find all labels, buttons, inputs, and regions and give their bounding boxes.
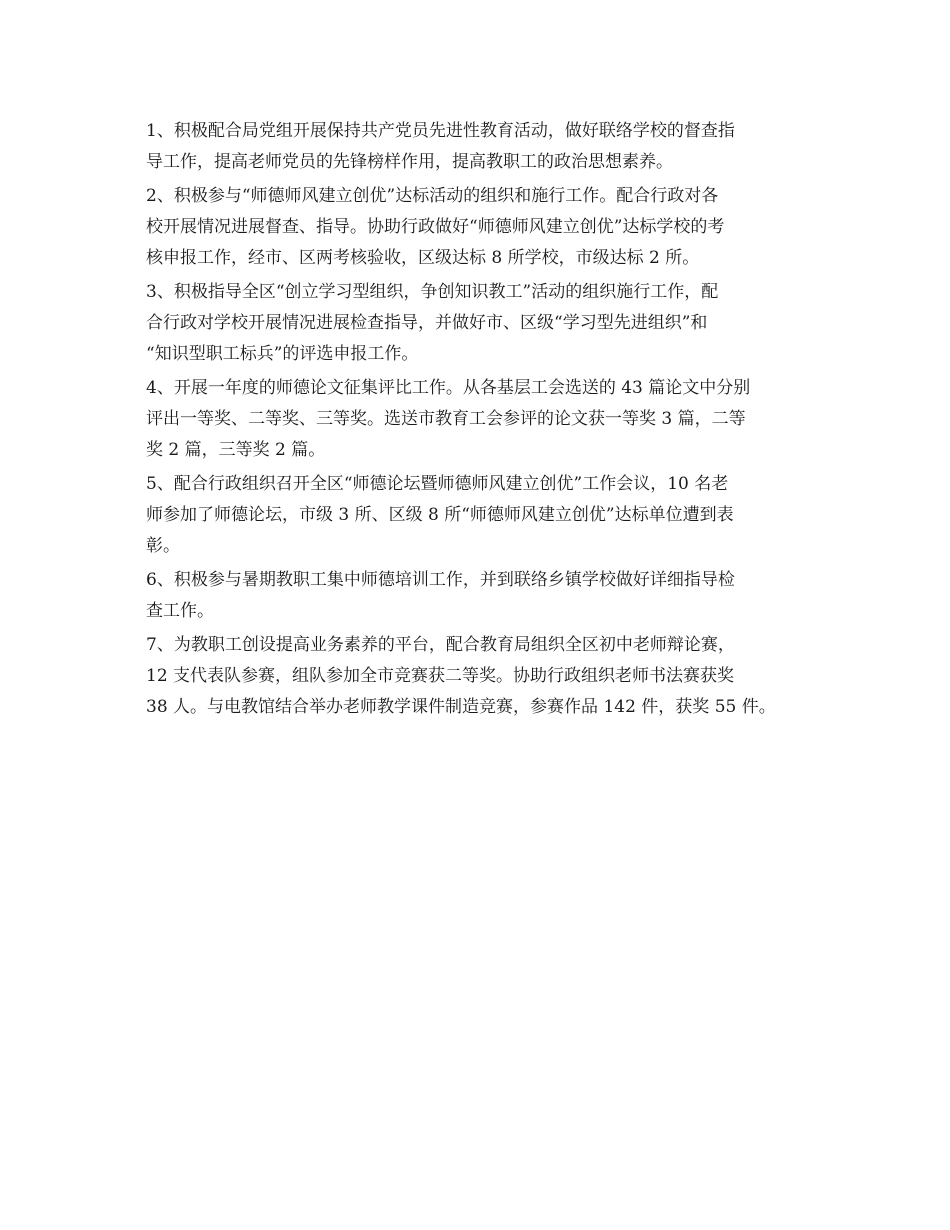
paragraph-line: 彰。 bbox=[146, 536, 180, 556]
paragraph-line: “知识型职工标兵”的评选申报工作。 bbox=[146, 344, 419, 364]
paragraph-6 bbox=[146, 565, 806, 627]
paragraph-line: 38 人。与电教馆结合举办老师教学课件制造竞赛，参赛作品 142 件，获奖 55 件。 bbox=[146, 697, 776, 717]
paragraph-line: 5、配合行政组织召开全区“师德论坛暨师德师风建立创优”工作会议，10 名老 bbox=[146, 474, 729, 494]
paragraph-line: 师参加了师德论坛，市级 3 所、区级 8 所“师德师风建立创优”达标单位遭到表 bbox=[146, 505, 734, 525]
document-body bbox=[146, 116, 806, 726]
paragraph-line: 查工作。 bbox=[146, 601, 214, 621]
paragraph-line: 2、积极参与“师德师风建立创优”达标活动的组织和施行工作。配合行政对各 bbox=[146, 186, 719, 206]
paragraph-line: 核申报工作，经市、区两考核验收，区级达标 8 所学校，市级达标 2 所。 bbox=[146, 248, 700, 268]
paragraph-line: 3、积极指导全区“创立学习型组织，争创知识教工”活动的组织施行工作，配 bbox=[146, 282, 719, 302]
paragraph-line: 评出一等奖、二等奖、三等奖。选送市教育工会参评的论文获一等奖 3 篇，二等 bbox=[146, 409, 746, 429]
paragraph-7 bbox=[146, 630, 806, 723]
paragraph-line: 1、积极配合局党组开展保持共产党员先进性教育活动，做好联络学校的督查指 bbox=[146, 121, 735, 141]
paragraph-line: 12 支代表队参赛，组队参加全市竞赛获二等奖。协助行政组织老师书法赛获奖 bbox=[146, 666, 735, 686]
paragraph-2 bbox=[146, 181, 806, 274]
paragraph-4 bbox=[146, 373, 806, 466]
paragraph-line: 导工作，提高老师党员的先锋榜样作用，提高教职工的政治思想素养。 bbox=[146, 152, 673, 172]
paragraph-1 bbox=[146, 116, 806, 178]
paragraph-5 bbox=[146, 469, 806, 562]
paragraph-line: 合行政对学校开展情况进展检查指导，并做好市、区级“学习型先进组织”和 bbox=[146, 313, 708, 333]
paragraph-line: 4、开展一年度的师德论文征集评比工作。从各基层工会选送的 43 篇论文中分别 bbox=[146, 378, 751, 398]
paragraph-line: 奖 2 篇，三等奖 2 篇。 bbox=[146, 440, 326, 460]
paragraph-line: 7、为教职工创设提高业务素养的平台，配合教育局组织全区初中老师辩论赛， bbox=[146, 635, 735, 655]
paragraph-3 bbox=[146, 277, 806, 370]
paragraph-line: 校开展情况进展督查、指导。协助行政做好“师德师风建立创优”达标学校的考 bbox=[146, 217, 725, 237]
paragraph-line: 6、积极参与暑期教职工集中师德培训工作，并到联络乡镇学校做好详细指导检 bbox=[146, 570, 735, 590]
